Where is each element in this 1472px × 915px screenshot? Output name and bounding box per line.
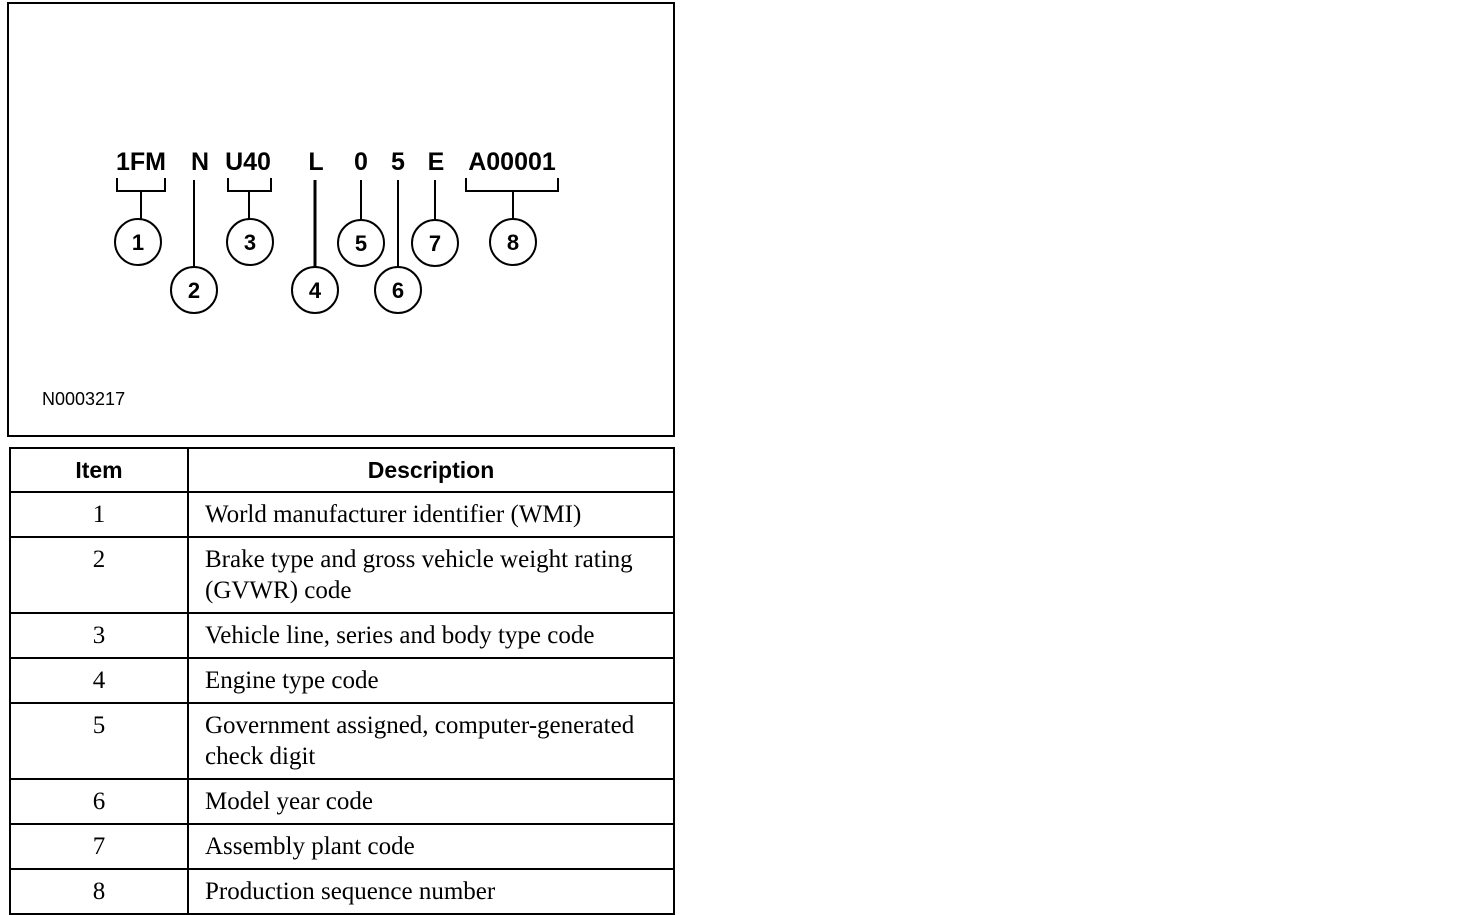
legend-table <box>9 447 675 915</box>
table-row <box>10 824 674 869</box>
table-row <box>10 492 674 537</box>
figure-frame <box>8 3 674 436</box>
item-number: 5 <box>10 703 188 779</box>
item-description: World manufacturer identifier (WMI) <box>188 492 674 537</box>
table-row <box>10 658 674 703</box>
table-row <box>10 537 674 613</box>
vin-segment-year: 5 <box>391 148 405 176</box>
vin-segment-wmi: 1FM <box>116 148 166 176</box>
vin-segment-sequence: A00001 <box>468 148 556 176</box>
table-row <box>10 869 674 914</box>
vin-segment-brake: N <box>190 148 210 176</box>
item-description: Production sequence number <box>188 869 674 914</box>
callout-number-3: 3 <box>243 230 257 255</box>
vin-segment-check: 0 <box>354 148 368 176</box>
vin-diagram <box>7 2 675 437</box>
table-header-row <box>10 448 674 492</box>
callout-number-2: 2 <box>187 278 201 303</box>
table-row <box>10 779 674 824</box>
item-description: Vehicle line, series and body type code <box>188 613 674 658</box>
item-description: Engine type code <box>188 658 674 703</box>
item-description: Brake type and gross vehicle weight rating (GVWR) code <box>188 537 674 613</box>
vin-diagram-canvas <box>7 2 675 437</box>
callout-number-1: 1 <box>131 230 145 255</box>
item-number: 7 <box>10 824 188 869</box>
item-number: 4 <box>10 658 188 703</box>
callout-number-4: 4 <box>308 278 322 303</box>
item-number: 2 <box>10 537 188 613</box>
figure-id: N0003217 <box>42 389 126 409</box>
item-number: 6 <box>10 779 188 824</box>
item-description: Government assigned, computer-generated check digit <box>188 703 674 779</box>
table-row <box>10 613 674 658</box>
description-column-header: Description <box>188 448 674 492</box>
vin-segment-plant: E <box>427 148 445 176</box>
item-number: 1 <box>10 492 188 537</box>
callout-number-8: 8 <box>506 230 520 255</box>
item-description: Model year code <box>188 779 674 824</box>
table-row <box>10 703 674 779</box>
vin-segment-line: U40 <box>225 148 271 176</box>
callout-number-7: 7 <box>428 231 442 256</box>
callout-number-5: 5 <box>354 231 368 256</box>
item-number: 3 <box>10 613 188 658</box>
vin-segment-engine: L <box>308 148 324 176</box>
item-column-header: Item <box>10 448 188 492</box>
item-number: 8 <box>10 869 188 914</box>
callout-number-6: 6 <box>391 278 405 303</box>
item-description: Assembly plant code <box>188 824 674 869</box>
